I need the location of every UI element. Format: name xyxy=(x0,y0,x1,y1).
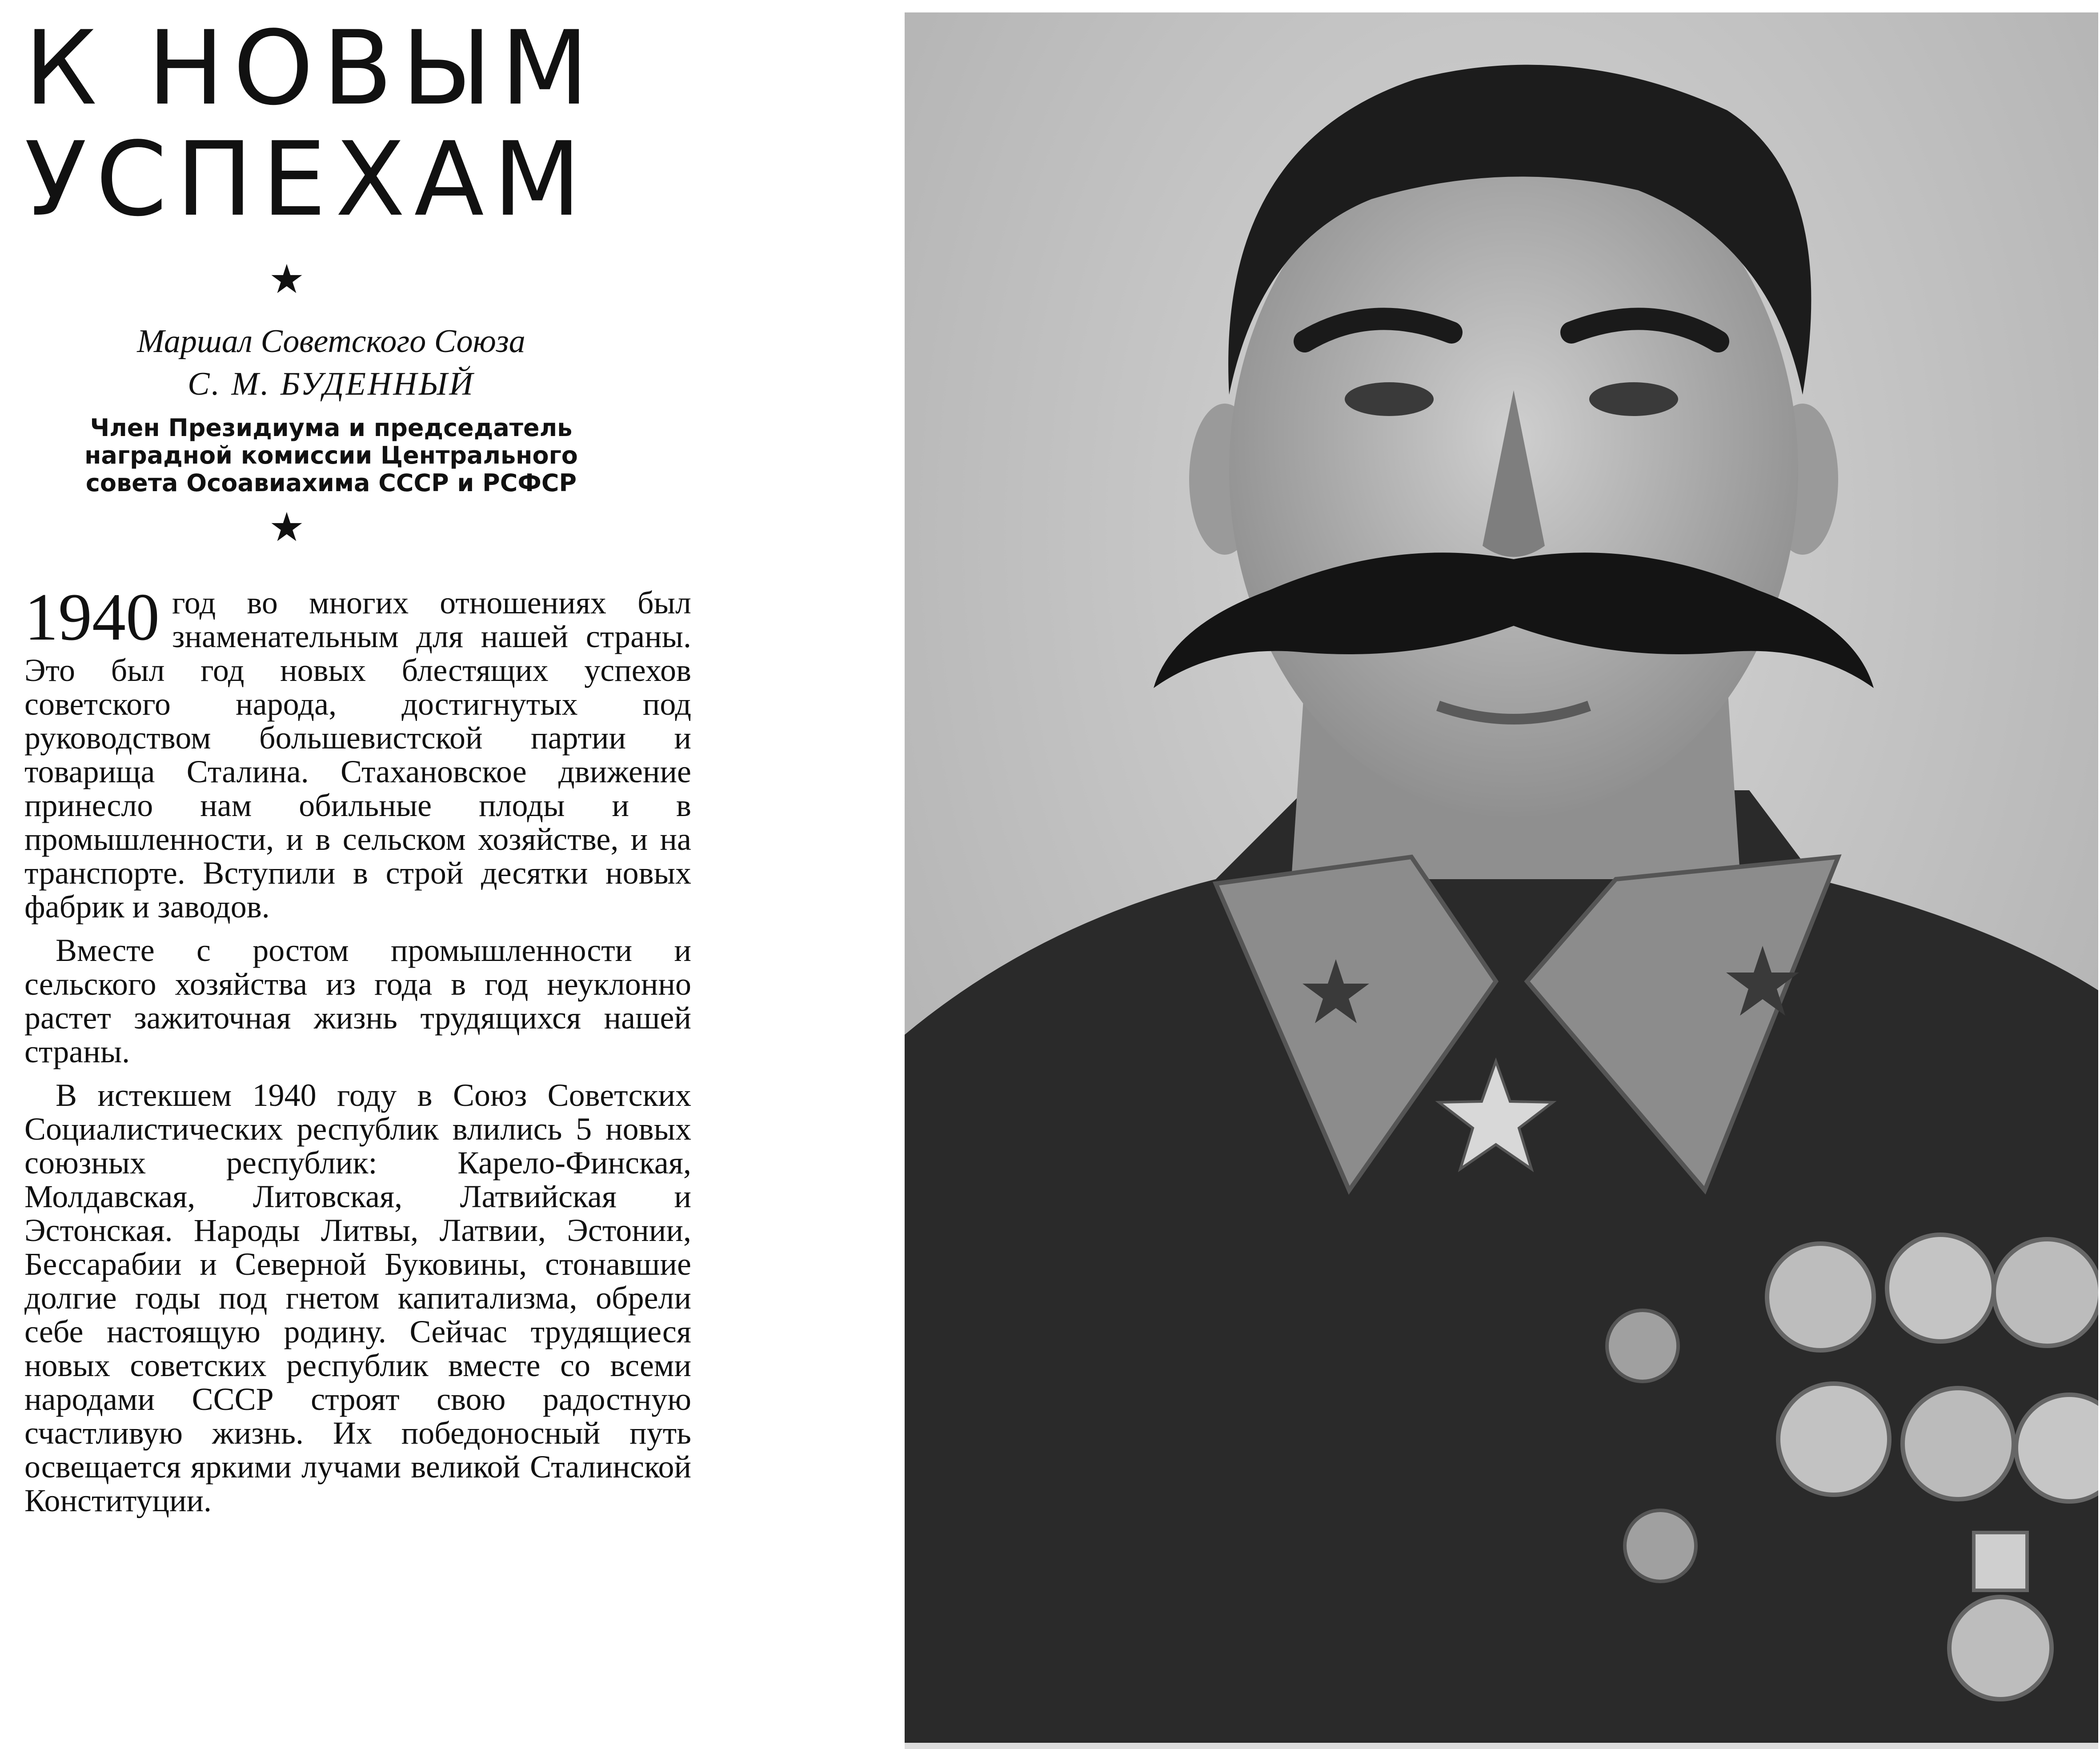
author-title xyxy=(24,414,638,497)
medal-icon xyxy=(1887,1235,1994,1341)
author-title-line: наградной комиссии Центрального xyxy=(84,441,578,469)
article-body xyxy=(24,580,691,1518)
uniform-button-icon xyxy=(1607,1310,1678,1381)
medal-icon xyxy=(1949,1597,2052,1699)
portrait-illustration xyxy=(905,12,2098,1743)
headline xyxy=(24,9,691,239)
uniform-button-icon xyxy=(1625,1510,1696,1581)
star-separator-icon: ★ xyxy=(269,258,305,302)
medal-icon xyxy=(1994,1239,2098,1346)
eye-right xyxy=(1589,382,1678,416)
medal-icon xyxy=(1767,1244,1874,1350)
portrait-photo xyxy=(905,12,2098,1749)
author-name: С. М. БУДЕННЫЙ xyxy=(188,366,475,402)
medal-ribbon xyxy=(1974,1533,2027,1590)
medal-icon xyxy=(2016,1395,2098,1501)
paragraph-text: год во многих отношениях был знаменательным для нашей страны. Это был год новых блестящих успехов советского народа, достигнутых под руководством большевистской партии и товарища Сталина. Стахановское движение принесло нам обильные плоды и в промышленности, и в сельском хозяйстве, и на транспорте. Вступили в строй десятки новых фабрик и заводов. xyxy=(24,585,691,925)
star-separator-icon: ★ xyxy=(269,506,305,550)
headline-line-1: К НОВЫМ xyxy=(24,9,598,128)
paragraph: В истекшем 1940 году в Союз Советских Социалистических республик влились 5 новых союзных республик: Карело-Финская, Молдавская, Литовская, Латвийская и Эстонская. Народы Литвы, Латвии, Эстонии, Бессарабии и Северной Буковины, стонавшие долгие годы под гнетом капитализма, обрели себе настоящую родину. Сейчас трудящиеся новых советских республик вместе со всеми народами СССР строят свою радостную счастливую жизнь. Их победоносный путь освещается яркими лучами великой Сталинской Конституции. xyxy=(24,1077,691,1518)
drop-cap-year: 1940 xyxy=(24,580,160,654)
author-rank: Маршал Советского Союза xyxy=(137,323,525,360)
eye-left xyxy=(1345,382,1434,416)
byline xyxy=(24,320,691,497)
headline-line-2: УСПЕХАМ xyxy=(24,120,590,239)
medal-icon xyxy=(1778,1384,1889,1495)
author-title-line: Член Президиума и председатель xyxy=(90,414,573,442)
author-title-line: совета Осоавиахима СССР и РСФСР xyxy=(85,469,577,497)
medal-icon xyxy=(1903,1388,2014,1499)
paragraph xyxy=(24,580,691,925)
paragraph: Вместе с ростом промышленности и сельского хозяйства из года в год неуклонно растет зажиточная жизнь трудящихся нашей страны. xyxy=(24,933,691,1069)
article-column xyxy=(24,9,691,1527)
